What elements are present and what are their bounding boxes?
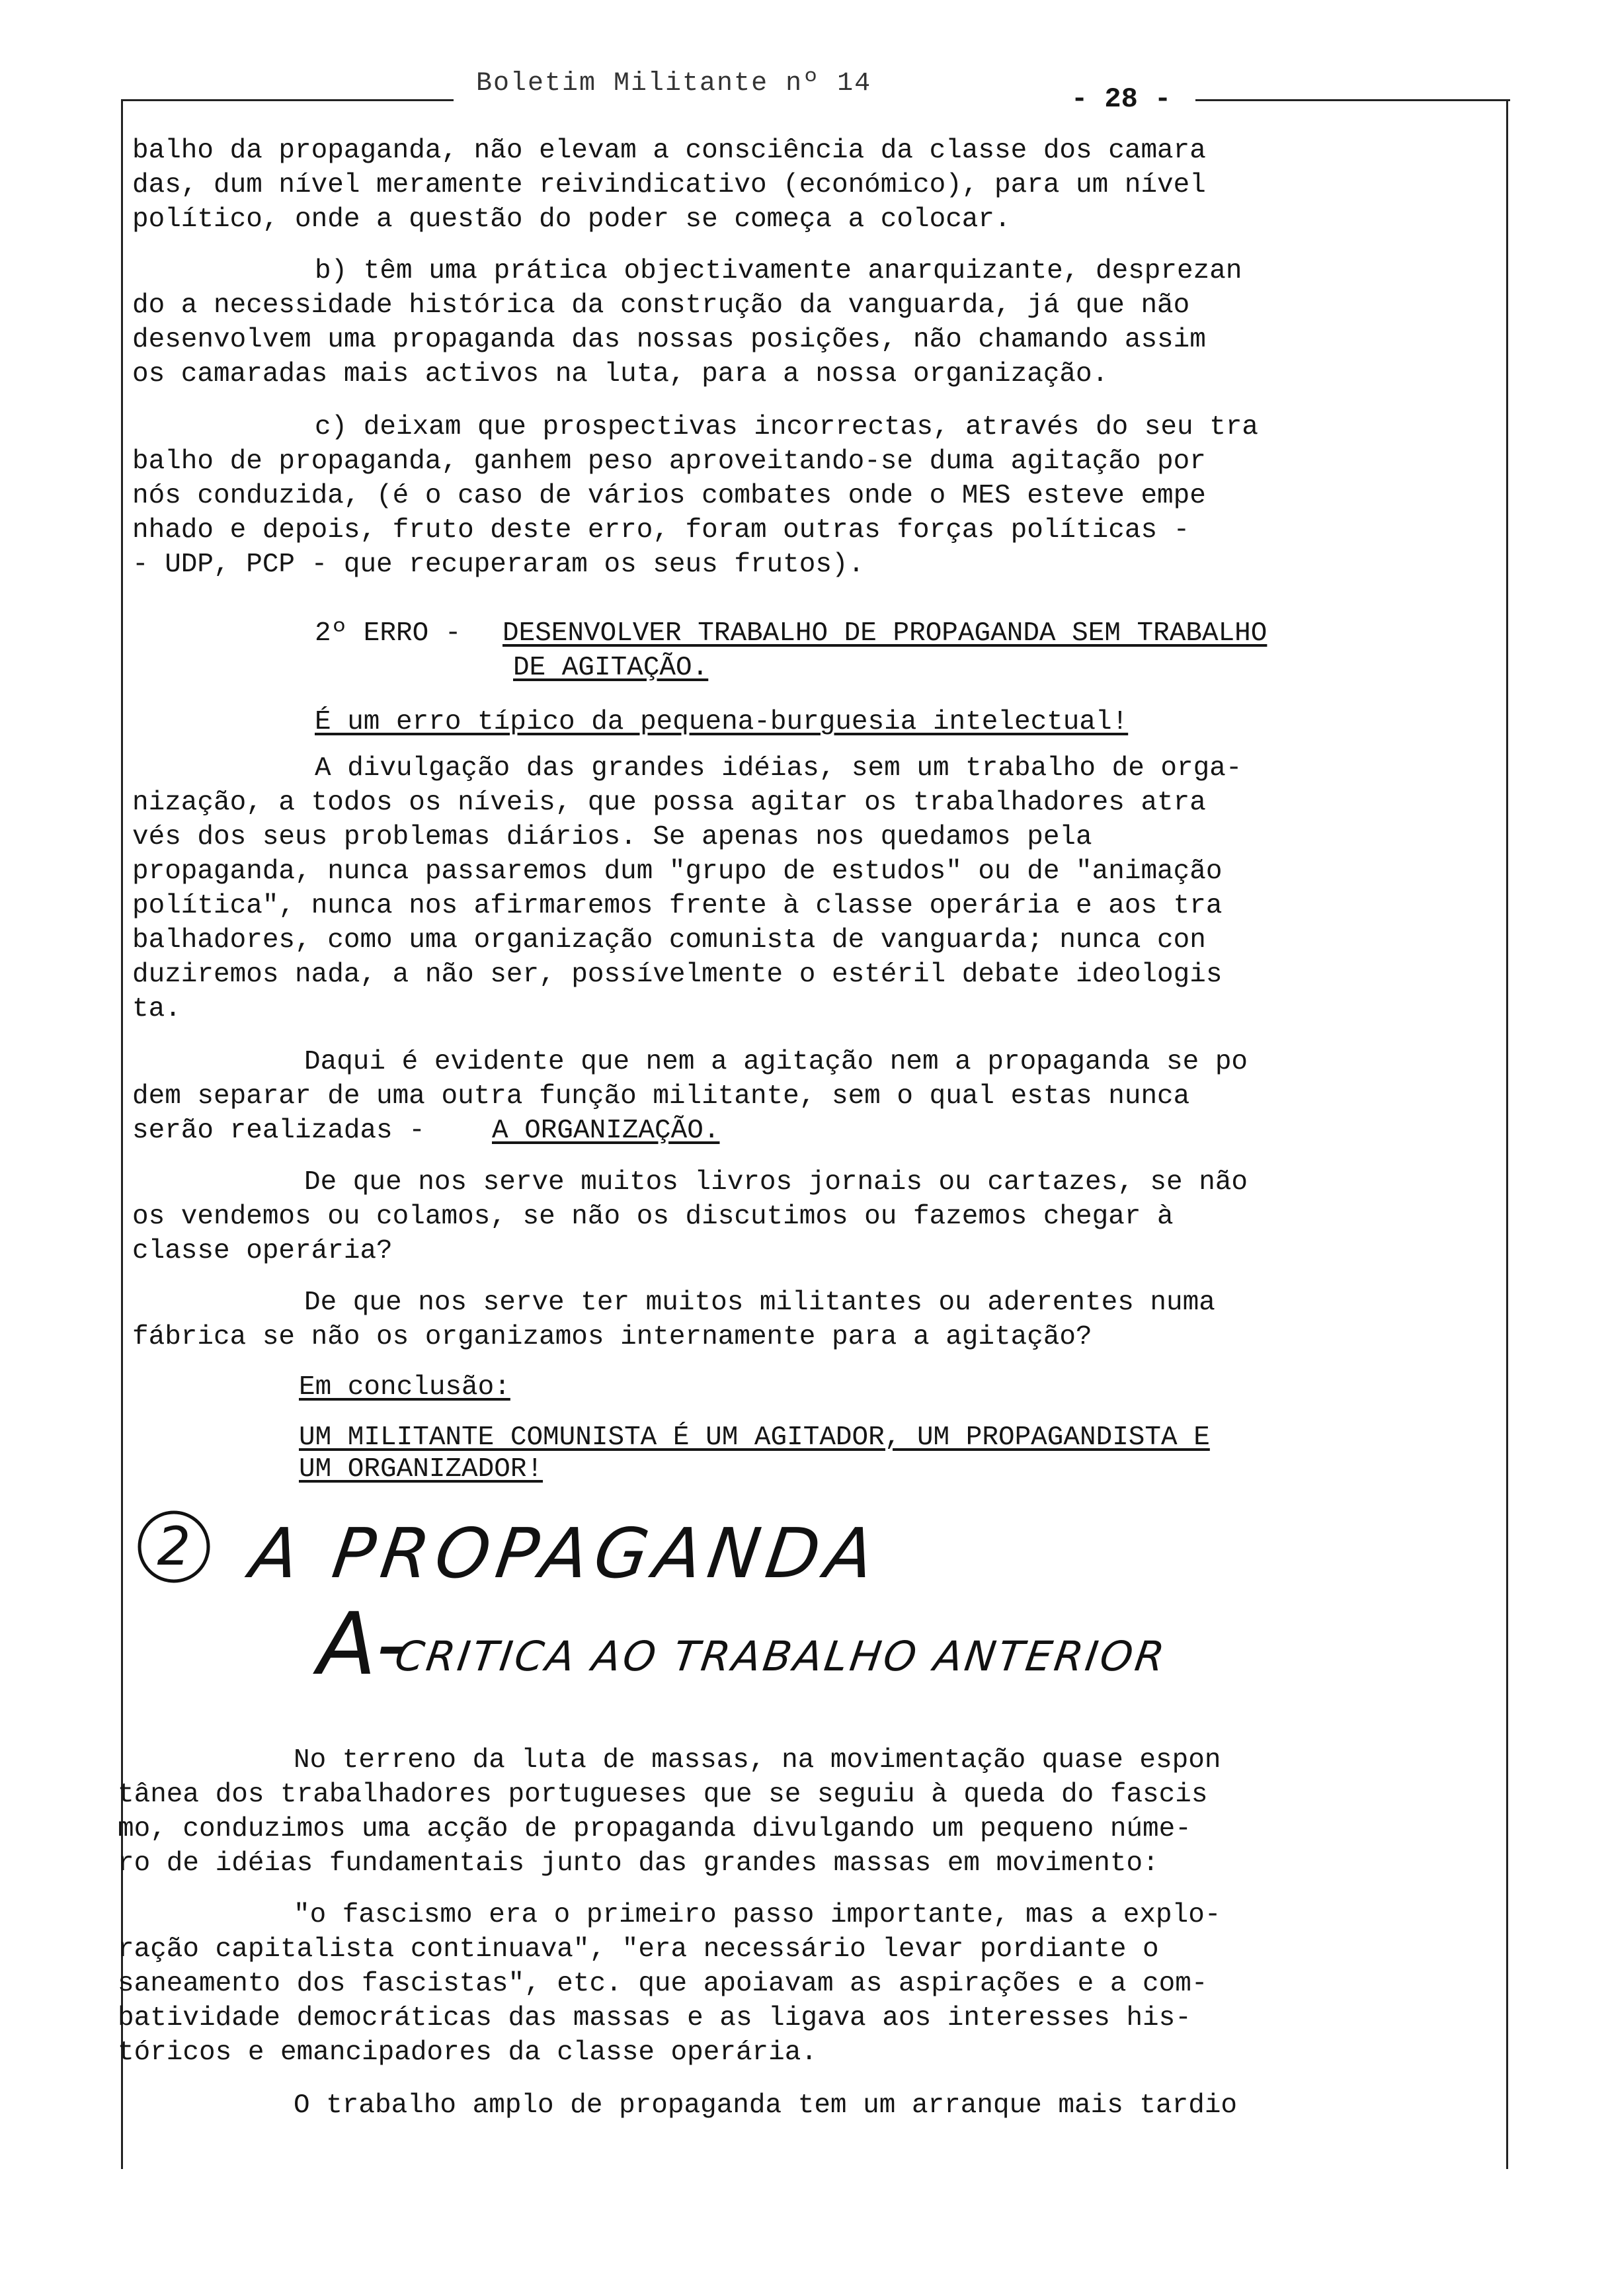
page-number: - 28 -: [1071, 83, 1172, 115]
text-line: fábrica se não os organizamos internamente para a agitação?: [132, 1322, 1092, 1352]
text-line: De que nos serve muitos livros jornais ou cartazes, se não: [304, 1167, 1248, 1198]
top-rule-right: [1195, 99, 1510, 101]
text-line: balho de propaganda, ganhem peso aproveitando-se duma agitação por: [132, 446, 1206, 477]
text-line: nização, a todos os níveis, que possa agitar os trabalhadores atra: [132, 788, 1206, 818]
text-line: das, dum nível meramente reivindicativo (económico), para um nível: [132, 170, 1206, 200]
right-border: [1506, 99, 1508, 2169]
text-line: propaganda, nunca passaremos dum "grupo de estudos" ou de "animação: [132, 856, 1223, 887]
text-line: - UDP, PCP - que recuperaram os seus frutos).: [132, 550, 865, 580]
typical-error-line: É um erro típico da pequena-burguesia intelectual!: [315, 707, 1129, 737]
text-line: duziremos nada, a não ser, possívelmente o estéril debate ideologis: [132, 960, 1223, 990]
organization-emphasis: A ORGANIZAÇÃO.: [492, 1116, 720, 1146]
text-line: c) deixam que prospectivas incorrectas, através do seu tra: [315, 412, 1259, 442]
text-line: O trabalho amplo de propaganda tem um arranque mais tardio: [294, 2090, 1238, 2121]
text-line: b) têm uma prática objectivamente anarquizante, desprezan: [315, 256, 1242, 286]
text-line: os camaradas mais activos na luta, para a nossa organização.: [132, 359, 1109, 390]
text-line: batividade democráticas das massas e as ligava aos interesses his-: [118, 2003, 1191, 2033]
text-line: político, onde a questão do poder se começa a colocar.: [132, 204, 1011, 235]
text-line: ta.: [132, 994, 181, 1024]
conclusion-line: UM MILITANTE COMUNISTA É UM AGITADOR, UM PROPAGANDISTA E: [299, 1422, 1210, 1453]
text-line: do a necessidade histórica da construção da vanguarda, já que não: [132, 290, 1190, 321]
text-line: Daqui é evidente que nem a agitação nem a propaganda se po: [304, 1047, 1248, 1077]
bulletin-title: Boletim Militante nº 14: [476, 69, 872, 99]
error-heading-continued: DE AGITAÇÃO.: [513, 653, 709, 683]
text-line: mo, conduzimos uma acção de propaganda divulgando um pequeno núme-: [118, 1814, 1191, 1844]
text-line: nhado e depois, fruto deste erro, foram outras forças políticas -: [132, 515, 1190, 546]
text-line: tânea dos trabalhadores portugueses que se seguiu à queda do fascis: [118, 1780, 1208, 1810]
text-line: ração capitalista continuava", "era necessário levar pordiante o: [118, 1934, 1159, 1965]
text-line: balhadores, como uma organização comunista de vanguarda; nunca con: [132, 925, 1206, 956]
text-line: balho da propaganda, não elevam a consciência da classe dos camara: [132, 136, 1206, 166]
subsection-letter: A-: [317, 1594, 407, 1694]
text-line: "o fascismo era o primeiro passo importante, mas a explo-: [294, 1900, 1221, 1930]
conclusion-label: Em conclusão:: [299, 1372, 510, 1403]
subsection-title: CRITICA AO TRABALHO ANTERIOR: [391, 1632, 1170, 1680]
text-line: os vendemos ou colamos, se não os discutimos ou fazemos chegar à: [132, 1202, 1174, 1232]
text-line: política", nunca nos afirmaremos frente à classe operária e aos tra: [132, 891, 1223, 921]
text-line: tóricos e emancipadores da classe operária.: [118, 2037, 817, 2068]
text-line: nós conduzida, (é o caso de vários combates onde o MES esteve empe: [132, 481, 1206, 511]
section-title: A PROPAGANDA: [245, 1513, 886, 1594]
text-line: dem separar de uma outra função militante, sem o qual estas nunca: [132, 1081, 1190, 1112]
text-line: desenvolvem uma propaganda das nossas posições, não chamando assim: [132, 325, 1206, 355]
top-rule-left: [123, 99, 454, 101]
text-line: ro de idéias fundamentais junto das grandes massas em movimento:: [118, 1848, 1159, 1879]
text-line: No terreno da luta de massas, na movimentação quase espon: [294, 1745, 1221, 1776]
text-line: A divulgação das grandes idéias, sem um trabalho de orga-: [315, 753, 1242, 784]
section-number: 2: [157, 1516, 191, 1577]
text-line: classe operária?: [132, 1236, 393, 1266]
error-heading: DESENVOLVER TRABALHO DE PROPAGANDA SEM TRABALHO: [502, 618, 1267, 649]
text-line: vés dos seus problemas diários. Se apenas nos quedamos pela: [132, 822, 1092, 852]
text-line: De que nos serve ter muitos militantes ou aderentes numa: [304, 1288, 1215, 1318]
error-label: 2º ERRO -: [315, 618, 462, 649]
text-line: saneamento dos fascistas", etc. que apoiavam as aspirações e a com-: [118, 1969, 1208, 1999]
conclusion-line: UM ORGANIZADOR!: [299, 1454, 543, 1485]
text-line: serão realizadas -: [132, 1116, 425, 1146]
section-number-circle: [136, 1509, 212, 1584]
